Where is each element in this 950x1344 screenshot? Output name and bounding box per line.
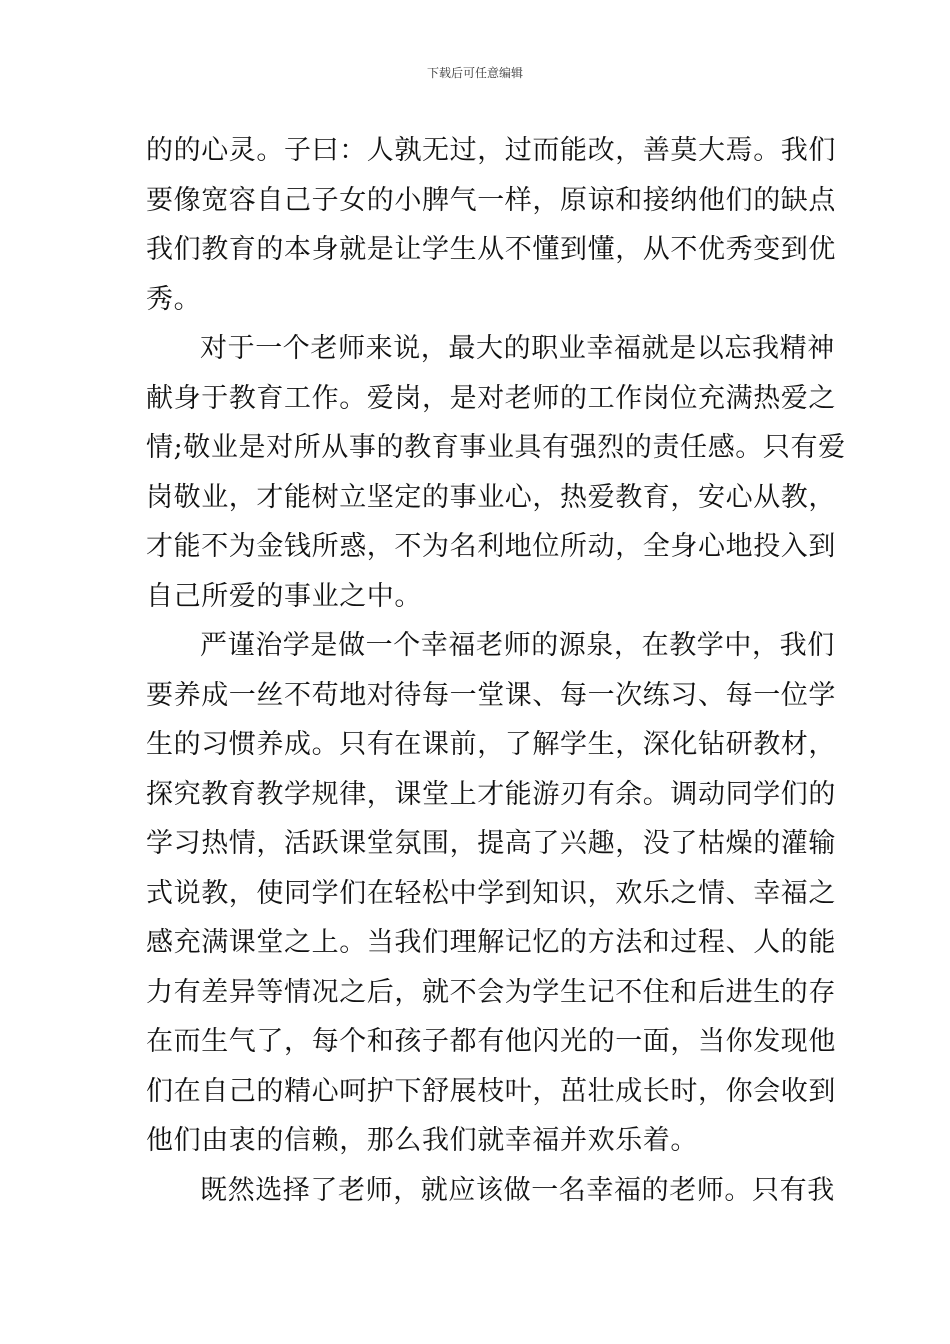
document-body [146,126,846,1215]
text-line: 生的习惯养成。只有在课前，了解学生，深化钻研教材， [146,729,836,760]
text-line: 他们由衷的信赖，那么我们就幸福并欢乐着。 [146,1125,698,1156]
text-line: 们在自己的精心呵护下舒展枝叶，茁壮成长时，你会收到 [146,1075,836,1107]
text-line: 秀。 [146,283,202,315]
paragraph-first-line: 既然选择了老师，就应该做一名幸福的老师。只有我 [200,1174,835,1206]
text-line: 式说教，使同学们在轻松中学到知识，欢乐之情、幸福之 [146,877,836,909]
text-line: 要养成一丝不苟地对待每一堂课、每一次练习、每一位学 [146,679,836,711]
text-line: 的的心灵。子曰：人孰无过，过而能改，善莫大焉。我们 [146,135,836,166]
page-header: 下载后可任意编辑 [426,66,523,80]
text-line: 学习热情，活跃课堂氛围，提高了兴趣，没了枯燥的灌输 [146,828,836,859]
text-line: 力有差异等情况之后，就不会为学生记不住和后进生的存 [146,976,836,1008]
text-line: 我们教育的本身就是让学生从不懂到懂，从不优秀变到优 [146,234,836,265]
paragraph-first-line: 严谨治学是做一个幸福老师的源泉，在教学中，我们 [200,630,835,661]
text-line: 自己所爱的事业之中。 [146,580,422,612]
text-line: 要像宽容自己子女的小脾气一样，原谅和接纳他们的缺点 [146,184,836,216]
text-line: 情;敬业是对所从事的教育事业具有强烈的责任感。只有爱 [146,432,846,463]
text-line: 献身于教育工作。爱岗，是对老师的工作岗位充满热爱之 [146,382,836,414]
text-line: 在而生气了，每个和孩子都有他闪光的一面，当你发现他 [146,1026,836,1057]
text-line: 感充满课堂之上。当我们理解记忆的方法和过程、人的能 [146,927,836,958]
text-line: 探究教育教学规律，课堂上才能游刃有余。调动同学们的 [146,778,836,810]
text-line: 岗敬业，才能树立坚定的事业心，热爱教育，安心从教， [146,481,836,513]
text-line: 才能不为金钱所惑，不为名利地位所动，全身心地投入到 [146,531,836,562]
paragraph-first-line: 对于一个老师来说，最大的职业幸福就是以忘我精神 [200,333,835,364]
